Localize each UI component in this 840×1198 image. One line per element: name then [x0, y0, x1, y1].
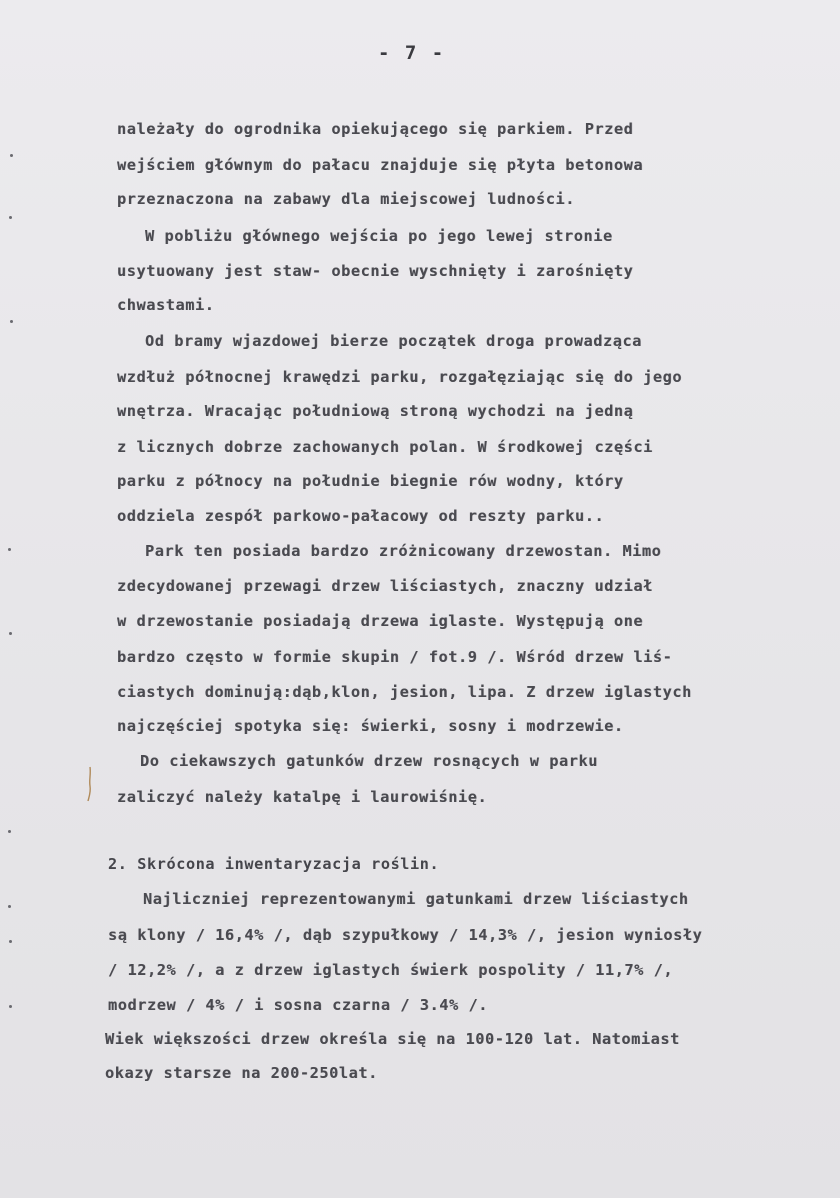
text-line: z licznych dobrze zachowanych polan. W środkowej części: [117, 438, 653, 456]
text-line: usytuowany jest staw- obecnie wyschnięty i zarośnięty: [117, 262, 634, 280]
text-line: Najliczniej reprezentowanymi gatunkami drzew liściastych: [143, 890, 689, 908]
punch-hole-mark: [9, 1005, 12, 1008]
text-line: ciastych dominują:dąb,klon, jesion, lipa. Z drzew iglastych: [117, 683, 692, 701]
text-line: W pobliżu głównego wejścia po jego lewej stronie: [145, 227, 613, 245]
punch-hole-mark: [8, 905, 11, 908]
page-number: - 7 -: [378, 42, 446, 64]
text-line: chwastami.: [117, 296, 215, 314]
punch-hole-mark: [9, 632, 12, 635]
text-line: zdecydowanej przewagi drzew liściastych, znaczny udział: [117, 577, 653, 595]
punch-hole-mark: [10, 320, 13, 323]
text-line: Wiek większości drzew określa się na 100-120 lat. Natomiast: [105, 1030, 680, 1048]
text-line: Park ten posiada bardzo zróżnicowany drzewostan. Mimo: [145, 542, 662, 560]
punch-hole-mark: [9, 940, 12, 943]
text-line: wzdłuż północnej krawędzi parku, rozgałęziając się do jego: [117, 368, 683, 386]
section-heading: 2. Skrócona inwentaryzacja roślin.: [108, 855, 440, 873]
punch-hole-mark: [8, 548, 11, 551]
punch-hole-mark: [8, 830, 11, 833]
text-line: modrzew / 4% / i sosna czarna / 3.4% /.: [108, 996, 489, 1014]
pencil-mark-icon: [86, 766, 94, 802]
text-line: przeznaczona na zabawy dla miejscowej ludności.: [117, 190, 575, 208]
text-line: wejściem głównym do pałacu znajduje się płyta betonowa: [117, 156, 644, 174]
text-line: Do ciekawszych gatunków drzew rosnących w parku: [140, 752, 598, 770]
text-line: okazy starsze na 200-250lat.: [105, 1064, 378, 1082]
text-line: zaliczyć należy katalpę i laurowiśnię.: [117, 788, 488, 806]
text-line: są klony / 16,4% /, dąb szypułkowy / 14,3% /, jesion wyniosły: [108, 926, 703, 944]
text-line: Od bramy wjazdowej bierze początek droga prowadząca: [145, 332, 642, 350]
text-line: w drzewostanie posiadają drzewa iglaste. Występują one: [117, 612, 644, 630]
text-line: wnętrza. Wracając południową stroną wychodzi na jedną: [117, 402, 634, 420]
punch-hole-mark: [9, 216, 12, 219]
text-line: bardzo często w formie skupin / fot.9 /. Wśród drzew liś-: [117, 648, 673, 666]
text-line: parku z północy na południe biegnie rów wodny, który: [117, 472, 624, 490]
text-line: / 12,2% /, a z drzew iglastych świerk pospolity / 11,7% /,: [108, 961, 674, 979]
punch-hole-mark: [10, 154, 13, 157]
text-line: najczęściej spotyka się: świerki, sosny i modrzewie.: [117, 717, 624, 735]
text-line: oddziela zespół parkowo-pałacowy od reszty parku..: [117, 507, 605, 525]
text-line: należały do ogrodnika opiekującego się parkiem. Przed: [117, 120, 634, 138]
